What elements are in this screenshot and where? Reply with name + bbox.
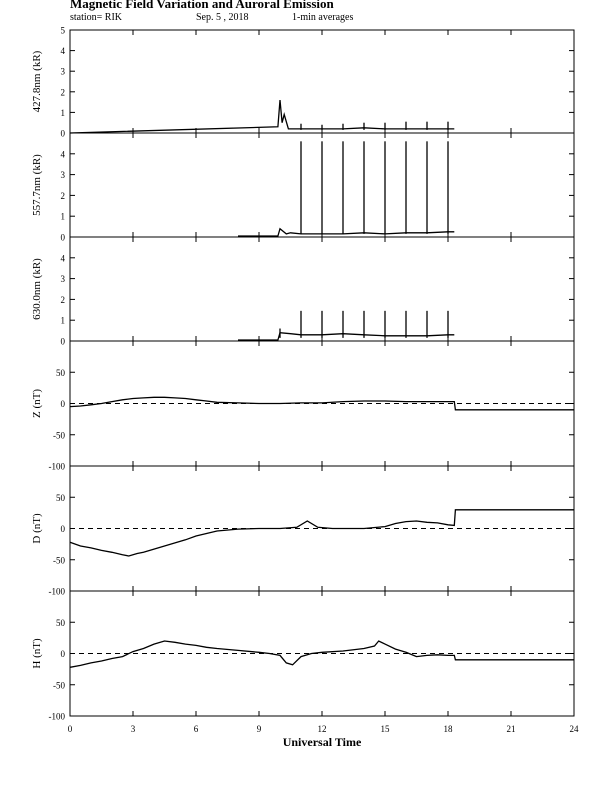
y-tick-label: 0	[60, 399, 65, 409]
date-label: Sep. 5 , 2018	[196, 12, 249, 23]
series-line	[70, 510, 574, 556]
y-axis-label: 557.7nm (kR)	[31, 154, 43, 216]
panel-4	[31, 466, 574, 597]
panel-1	[31, 133, 574, 243]
x-axis-label: Universal Time	[282, 735, 362, 749]
x-tick-label: 9	[256, 724, 262, 734]
series-line	[70, 641, 574, 667]
averaging-label: 1-min averages	[292, 12, 354, 23]
y-tick-label: 0	[60, 336, 65, 347]
y-tick-label: 4	[60, 149, 65, 160]
y-tick-label: 5	[60, 25, 65, 36]
series-line	[238, 333, 454, 340]
y-axis-label: D (nT)	[31, 513, 43, 544]
x-tick-label: 6	[193, 724, 199, 734]
y-tick-label: -100	[48, 711, 65, 722]
x-tick-label: 12	[317, 724, 327, 734]
panel-frame	[70, 30, 574, 133]
y-tick-label: 50	[56, 367, 65, 378]
panel-2	[31, 237, 574, 347]
y-tick-label: 0	[60, 524, 65, 534]
series-line	[70, 100, 454, 133]
y-tick-label: 3	[60, 66, 65, 77]
y-tick-label: 2	[60, 87, 65, 98]
y-axis-label: 630.0nm (kR)	[31, 258, 43, 320]
series-line	[238, 229, 454, 236]
y-tick-label: 2	[60, 294, 65, 305]
x-tick-label: 0	[67, 724, 73, 734]
x-tick-label: 24	[569, 724, 579, 734]
y-tick-label: 0	[60, 128, 65, 139]
y-axis-label: 427.8nm (kR)	[31, 50, 43, 113]
panel-5	[31, 591, 574, 722]
y-tick-label: 50	[56, 617, 65, 628]
panel-0	[31, 26, 574, 139]
chart-title: Magnetic Field Variation and Auroral Emission	[70, 0, 334, 11]
y-tick-label: 4	[60, 46, 65, 57]
y-tick-label: 50	[56, 492, 65, 503]
station-label: station= RIK	[70, 12, 123, 23]
x-tick-label: 21	[506, 724, 516, 734]
x-tick-label: 15	[380, 724, 390, 734]
y-tick-label: 0	[60, 232, 65, 243]
y-tick-label: 1	[60, 315, 65, 326]
y-tick-label: 1	[60, 211, 65, 222]
y-tick-label: -50	[53, 680, 65, 691]
y-axis-label: Z (nT)	[31, 388, 43, 419]
y-tick-label: -50	[53, 555, 65, 566]
y-tick-label: -100	[48, 461, 65, 472]
y-tick-label: 0	[60, 649, 65, 659]
y-tick-label: 1	[60, 107, 65, 118]
y-tick-label: -100	[48, 586, 65, 597]
y-tick-label: 3	[60, 274, 65, 285]
panel-3	[31, 341, 574, 472]
x-tick-label: 18	[443, 724, 453, 734]
y-tick-label: 3	[60, 170, 65, 181]
y-tick-label: 2	[60, 190, 65, 201]
y-axis-label: H (nT)	[31, 638, 43, 669]
y-tick-label: 4	[60, 253, 65, 264]
y-tick-label: -50	[53, 430, 65, 441]
x-tick-label: 3	[130, 724, 136, 734]
